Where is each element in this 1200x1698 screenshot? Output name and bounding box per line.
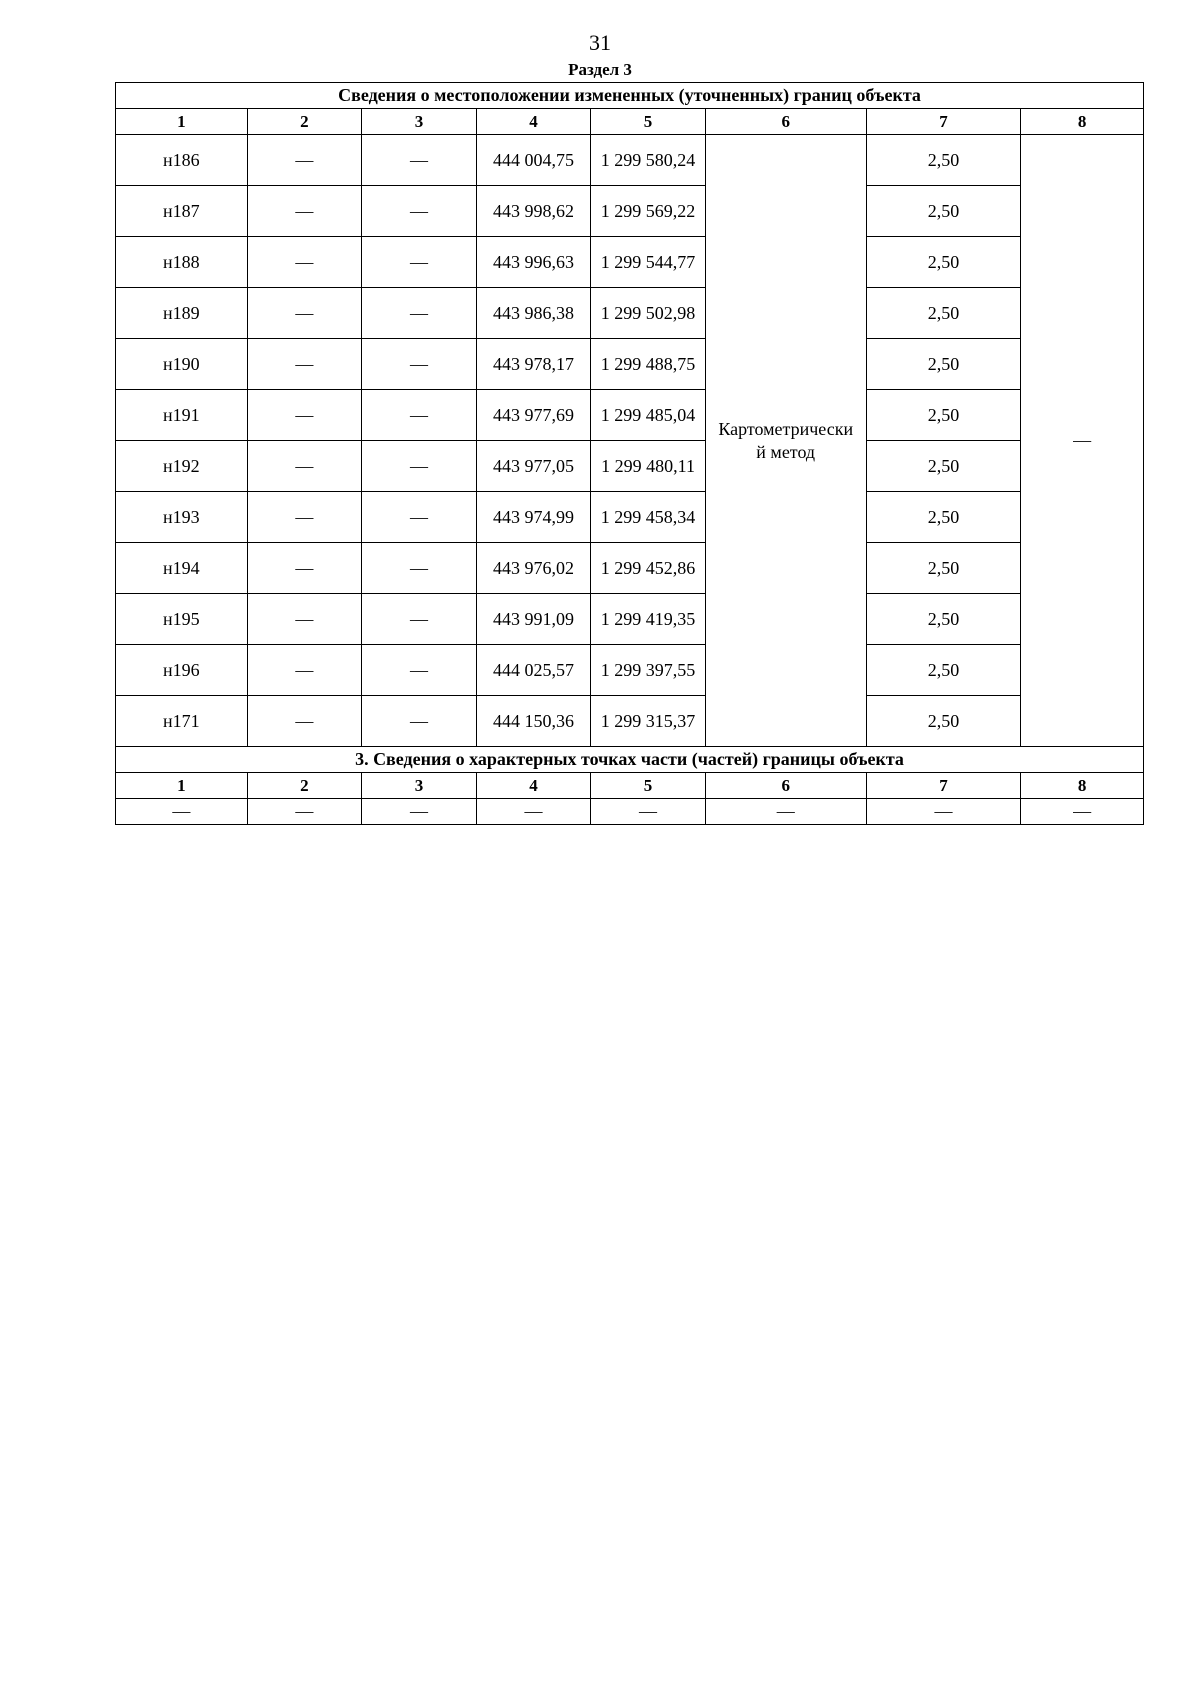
- coord-y: 1 299 458,34: [591, 492, 706, 543]
- cell-col2: —: [247, 135, 362, 186]
- point-name: н193: [116, 492, 248, 543]
- cell-col3: —: [362, 645, 477, 696]
- column-number: 3: [362, 109, 477, 135]
- coord-y: 1 299 397,55: [591, 645, 706, 696]
- method-cell: [705, 135, 866, 747]
- coord-y: 1 299 488,75: [591, 339, 706, 390]
- coord-x: 443 986,38: [476, 288, 591, 339]
- column-number: 5: [591, 773, 706, 799]
- cell-col3: —: [362, 543, 477, 594]
- coord-x: 443 974,99: [476, 492, 591, 543]
- subsection-cell: —: [866, 799, 1021, 825]
- subsection-cell: —: [705, 799, 866, 825]
- column-number: 2: [247, 109, 362, 135]
- precision: 2,50: [866, 492, 1021, 543]
- precision: 2,50: [866, 237, 1021, 288]
- table-row: [116, 696, 1144, 747]
- table-caption: Сведения о местоположении измененных (уточненных) границ объекта: [116, 83, 1144, 109]
- coord-y: 1 299 419,35: [591, 594, 706, 645]
- point-name: н171: [116, 696, 248, 747]
- point-name: н192: [116, 441, 248, 492]
- precision: 2,50: [866, 339, 1021, 390]
- cell-col3: —: [362, 186, 477, 237]
- cell-col3: —: [362, 135, 477, 186]
- coord-x: 443 998,62: [476, 186, 591, 237]
- column-number-row: [116, 109, 1144, 135]
- coord-y: 1 299 544,77: [591, 237, 706, 288]
- precision: 2,50: [866, 186, 1021, 237]
- point-name: н195: [116, 594, 248, 645]
- column-number: 4: [476, 109, 591, 135]
- precision: 2,50: [866, 441, 1021, 492]
- coord-y: 1 299 502,98: [591, 288, 706, 339]
- column-number: 6: [705, 109, 866, 135]
- coord-x: 443 978,17: [476, 339, 591, 390]
- cell-col2: —: [247, 645, 362, 696]
- table-row: [116, 339, 1144, 390]
- subsection-cell: —: [591, 799, 706, 825]
- coord-y: 1 299 569,22: [591, 186, 706, 237]
- subsection-caption-row: [116, 747, 1144, 773]
- coord-y: 1 299 315,37: [591, 696, 706, 747]
- subsection-cell: —: [362, 799, 477, 825]
- table-row: [116, 135, 1144, 186]
- coord-x: 443 976,02: [476, 543, 591, 594]
- point-name: н194: [116, 543, 248, 594]
- precision: 2,50: [866, 696, 1021, 747]
- subsection-caption: 3. Сведения о характерных точках части (частей) границы объекта: [116, 747, 1144, 773]
- table-caption-row: [116, 83, 1144, 109]
- cell-col2: —: [247, 186, 362, 237]
- point-name: н191: [116, 390, 248, 441]
- cell-col3: —: [362, 594, 477, 645]
- cell-col2: —: [247, 339, 362, 390]
- table-row: [116, 543, 1144, 594]
- coord-x: 444 004,75: [476, 135, 591, 186]
- column-number: 7: [866, 109, 1021, 135]
- col8-merged-cell: —: [1021, 135, 1144, 747]
- precision: 2,50: [866, 288, 1021, 339]
- method-line-2: й метод: [756, 441, 816, 462]
- coord-x: 444 150,36: [476, 696, 591, 747]
- table-row: [116, 237, 1144, 288]
- coord-y: 1 299 580,24: [591, 135, 706, 186]
- subsection-row: [116, 799, 1144, 825]
- cell-col2: —: [247, 441, 362, 492]
- page-number: 31: [589, 30, 611, 55]
- cell-col2: —: [247, 492, 362, 543]
- table-row: [116, 186, 1144, 237]
- precision: 2,50: [866, 135, 1021, 186]
- cell-col2: —: [247, 696, 362, 747]
- subsection-cell: —: [116, 799, 248, 825]
- cell-col3: —: [362, 339, 477, 390]
- cell-col3: —: [362, 390, 477, 441]
- coord-x: 443 977,05: [476, 441, 591, 492]
- column-number: 8: [1021, 773, 1144, 799]
- cell-col2: —: [247, 390, 362, 441]
- coord-x: 443 996,63: [476, 237, 591, 288]
- table-row: [116, 594, 1144, 645]
- point-name: н188: [116, 237, 248, 288]
- coord-y: 1 299 480,11: [591, 441, 706, 492]
- coord-x: 444 025,57: [476, 645, 591, 696]
- coord-x: 443 991,09: [476, 594, 591, 645]
- point-name: н196: [116, 645, 248, 696]
- cell-col3: —: [362, 492, 477, 543]
- cell-col2: —: [247, 288, 362, 339]
- method-line-1: Картометрически: [718, 418, 854, 439]
- table-row: [116, 441, 1144, 492]
- point-name: н189: [116, 288, 248, 339]
- cell-col2: —: [247, 543, 362, 594]
- column-number: 2: [247, 773, 362, 799]
- table-row: [116, 288, 1144, 339]
- column-number: 1: [116, 773, 248, 799]
- cell-col2: —: [247, 237, 362, 288]
- column-number: 3: [362, 773, 477, 799]
- cell-col3: —: [362, 237, 477, 288]
- table-row: [116, 390, 1144, 441]
- column-number: 8: [1021, 109, 1144, 135]
- section-title: Раздел 3: [568, 60, 632, 79]
- point-name: н190: [116, 339, 248, 390]
- cell-col3: —: [362, 441, 477, 492]
- precision: 2,50: [866, 594, 1021, 645]
- precision: 2,50: [866, 543, 1021, 594]
- coord-y: 1 299 452,86: [591, 543, 706, 594]
- cell-col3: —: [362, 288, 477, 339]
- column-number: 6: [705, 773, 866, 799]
- cell-col2: —: [247, 594, 362, 645]
- column-number: 4: [476, 773, 591, 799]
- precision: 2,50: [866, 645, 1021, 696]
- column-number: 5: [591, 109, 706, 135]
- boundary-table: [115, 82, 1144, 825]
- subsection-cell: —: [1021, 799, 1144, 825]
- table-body: [116, 83, 1144, 825]
- column-number: 1: [116, 109, 248, 135]
- column-number: 7: [866, 773, 1021, 799]
- point-name: н186: [116, 135, 248, 186]
- coord-y: 1 299 485,04: [591, 390, 706, 441]
- cell-col3: —: [362, 696, 477, 747]
- table-row: [116, 645, 1144, 696]
- subsection-cell: —: [476, 799, 591, 825]
- coord-x: 443 977,69: [476, 390, 591, 441]
- point-name: н187: [116, 186, 248, 237]
- subsection-cell: —: [247, 799, 362, 825]
- table-row: [116, 492, 1144, 543]
- precision: 2,50: [866, 390, 1021, 441]
- subsection-column-number-row: [116, 773, 1144, 799]
